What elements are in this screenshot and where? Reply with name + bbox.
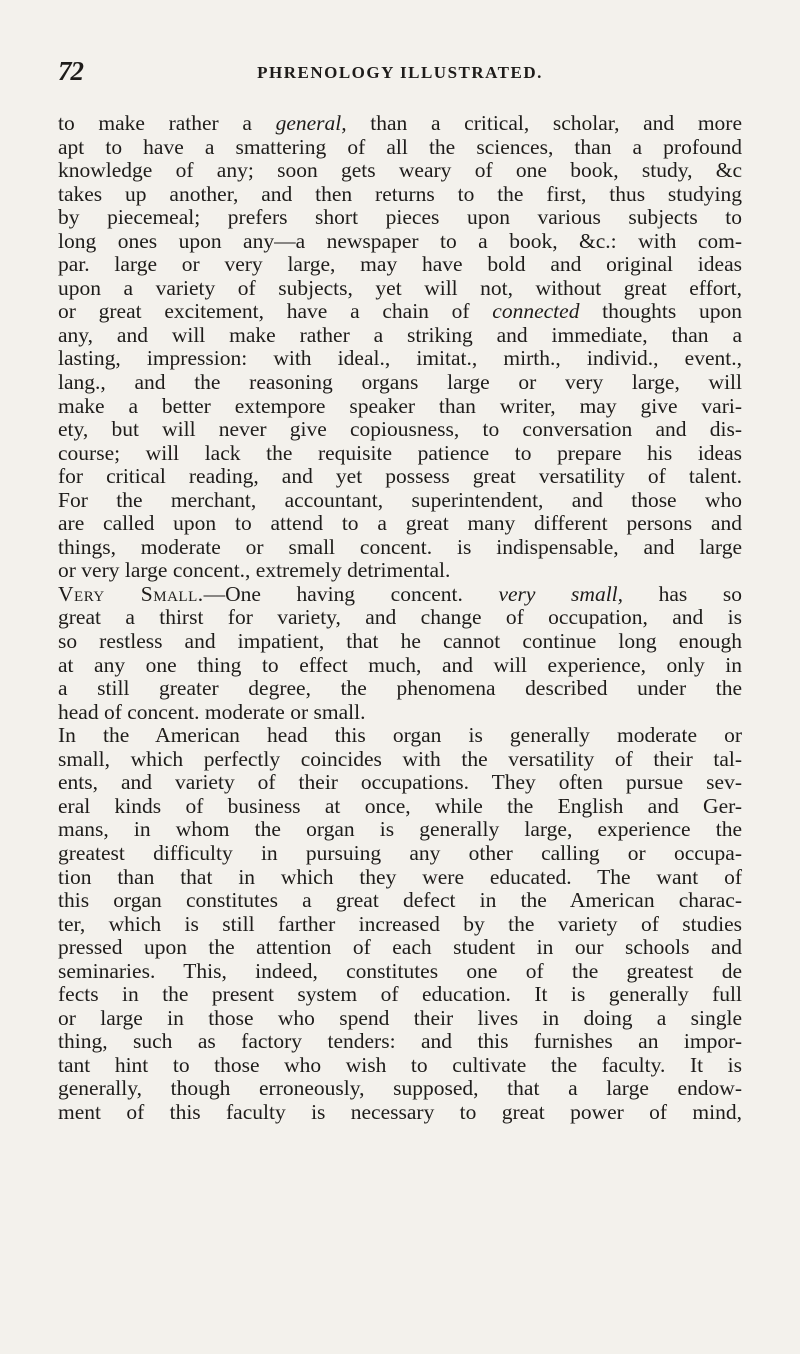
text-line: lang., and the reasoning organs large or very large, will [58,370,742,395]
text-line: apt to have a smattering of all the sciences, than a profound [58,134,742,159]
page-number: 72 [58,56,83,86]
text-line: takes up another, and then returns to the first, thus studying [58,181,742,206]
text-line: tant hint to those who wish to cultivate the faculty. It is [58,1052,742,1077]
text-line: mans, in whom the organ is generally large, experience the [58,817,742,842]
text-line: greatest difficulty in pursuing any other calling or occupa- [58,840,742,865]
italic-word: connected [492,299,580,324]
italic-word: general, [275,111,347,135]
text-line: lasting, impression: with ideal., imitat., mirth., individ., event., [58,346,742,371]
text-line: ety, but will never give copiousness, to conversation and dis- [58,417,742,442]
text-line: pressed upon the attention of each student in our schools and [58,935,742,960]
text-line: or large in those who spend their lives in doing a single [58,1005,742,1030]
italic-word: very small, [498,581,624,606]
text-line: tion than that in which they were educated. The want of [58,864,742,889]
text-line: long ones upon any—a newspaper to a book, &c.: with com- [58,228,742,253]
text-line [58,300,742,324]
text-line: par. large or very large, may have bold and original ideas [58,252,742,277]
text-line: or very large concent., extremely detrimental. [58,558,451,583]
body-text [58,112,742,1125]
text-line: make a better extempore speaker than writer, may give vari- [58,393,742,418]
text-line: by piecemeal; prefers short pieces upon various subjects to [58,205,742,230]
running-title: PHRENOLOGY ILLUSTRATED. [257,63,543,82]
text-line: things, moderate or small concent. is indispensable, and large [58,534,742,559]
text-line: knowledge of any; soon gets weary of one book, study, &c [58,158,742,183]
text-line: ter, which is still farther increased by the variety of studies [58,911,742,936]
text-line: generally, though erroneously, supposed, that a large endow- [58,1076,742,1101]
text-line [58,112,742,136]
text-run: to make rather a [58,111,276,135]
text-line: In the American head this organ is generally moderate or [58,723,742,748]
text-run: —One having concent. [203,581,499,606]
page-header [58,56,742,90]
text-line: this organ constitutes a great defect in the American charac- [58,888,742,913]
text-line: seminaries. This, indeed, constitutes one of the greatest de [58,958,742,983]
text-line: fects in the present system of education. It is generally full [58,982,742,1007]
text-line: ment of this faculty is necessary to great power of mind, [58,1099,742,1124]
text-line: so restless and impatient, that he cannot continue long enough [58,629,742,654]
text-line: thing, such as factory tenders: and this furnishes an impor- [58,1029,742,1054]
text-line: any, and will make rather a striking and immediate, than a [58,322,742,347]
text-run: or great excitement, have a chain of [58,299,493,324]
text-line: a still greater degree, the phenomena described under the [58,676,742,701]
section-heading: Very Small. [58,581,204,606]
text-line: small, which perfectly coincides with the versatility of their tal- [58,746,742,771]
text-line: are called upon to attend to a great many different persons and [58,511,742,536]
text-line: head of concent. moderate or small. [58,699,366,724]
text-run: thoughts upon [579,299,742,324]
text-line: ents, and variety of their occupations. They often pursue sev- [58,770,742,795]
text-line: at any one thing to effect much, and will experience, only in [58,652,742,677]
text-run: than a critical, scholar, and more [346,111,743,135]
text-line: For the merchant, accountant, superintendent, and those who [58,487,742,512]
text-line: for critical reading, and yet possess great versatility of talent. [58,464,742,489]
text-line: upon a variety of subjects, yet will not, without great effort, [58,275,742,300]
text-line: course; will lack the requisite patience to prepare his ideas [58,440,742,465]
text-line: eral kinds of business at once, while the English and Ger- [58,793,742,818]
text-line [58,583,742,607]
text-line: great a thirst for variety, and change of occupation, and is [58,605,742,630]
text-run: has so [623,581,742,606]
